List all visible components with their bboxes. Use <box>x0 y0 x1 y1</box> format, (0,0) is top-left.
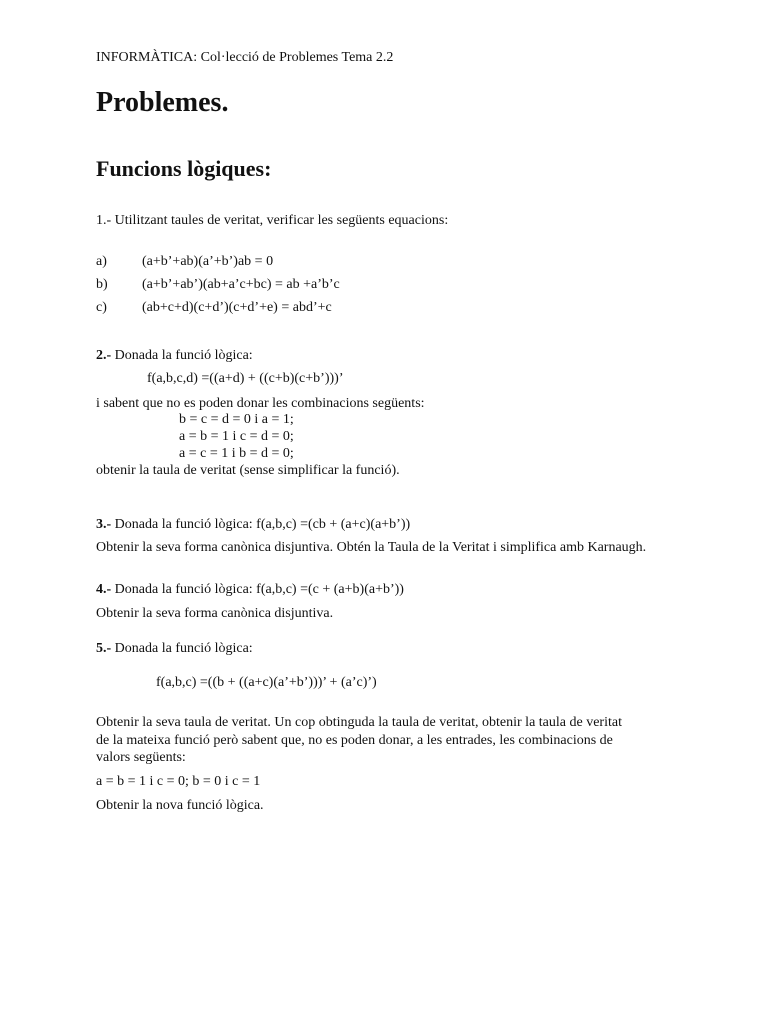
problem-1-intro: 1.- Utilitzant taules de veritat, verificar les següents equacions: <box>96 213 449 228</box>
problem-2-function: f(a,b,c,d) =((a+d) + ((c+b)(c+b’)))’ <box>147 371 344 386</box>
problem-5-task: Obtenir la nova funció lògica. <box>96 798 264 813</box>
problem-5-text-line-2: de la mateixa funció però sabent que, no es poden donar, a les entrades, les combinacions de <box>96 733 613 748</box>
equation-label-b: b) <box>96 277 108 292</box>
equation-label-c: c) <box>96 300 107 315</box>
problem-2-intro-text: Donada la funció lògica: <box>111 348 253 363</box>
problem-2-task: obtenir la taula de veritat (sense simplificar la funció). <box>96 463 400 478</box>
equation-b: (a+b’+ab’)(ab+a’c+bc) = ab +a’b’c <box>142 277 340 292</box>
problem-3-intro-text: Donada la funció lògica: f(a,b,c) =(cb + (a+c)(a+b’)) <box>111 517 411 532</box>
problem-3-number: 3.- <box>96 517 112 532</box>
problem-2-intro <box>96 347 253 364</box>
problem-2-condition: i sabent que no es poden donar les combinacions següents: <box>96 396 425 411</box>
section-title: Funcions lògiques: <box>96 156 272 181</box>
page-title: Problemes. <box>96 87 229 118</box>
problem-2-combo-2: a = b = 1 i c = d = 0; <box>179 429 294 444</box>
problem-4-intro-text: Donada la funció lògica: f(a,b,c) =(c + (a+b)(a+b’)) <box>111 582 404 597</box>
equation-c: (ab+c+d)(c+d’)(c+d’+e) = abd’+c <box>142 300 332 315</box>
equation-a: (a+b’+ab)(a’+b’)ab = 0 <box>142 254 274 269</box>
problem-2-combo-3: a = c = 1 i b = d = 0; <box>179 446 294 461</box>
problem-4-number: 4.- <box>96 582 112 597</box>
problem-3-intro <box>96 516 410 533</box>
problem-4-intro <box>96 581 404 598</box>
page-header: INFORMÀTICA: Col·lecció de Problemes Tema 2.2 <box>96 50 394 65</box>
problem-5-intro-text: Donada la funció lògica: <box>111 641 253 656</box>
problem-5-text-line-3: valors següents: <box>96 750 186 765</box>
problem-5-text-line-1: Obtenir la seva taula de veritat. Un cop obtinguda la taula de veritat, obtenir la taula de veritat <box>96 715 622 730</box>
problem-5-combos: a = b = 1 i c = 0; b = 0 i c = 1 <box>96 774 261 789</box>
problem-5-number: 5.- <box>96 641 112 656</box>
equation-label-a: a) <box>96 254 107 269</box>
problem-2-combo-1: b = c = d = 0 i a = 1; <box>179 412 294 427</box>
problem-4-task: Obtenir la seva forma canònica disjuntiva. <box>96 606 334 621</box>
problem-5-intro <box>96 640 253 657</box>
problem-5-function: f(a,b,c) =((b + ((a+c)(a’+b’)))’ + (a’c)’) <box>156 675 377 690</box>
problem-3-task: Obtenir la seva forma canònica disjuntiva. Obtén la Taula de la Veritat i simplifica amb Karnaugh. <box>96 540 647 555</box>
problem-2-number: 2.- <box>96 348 112 363</box>
